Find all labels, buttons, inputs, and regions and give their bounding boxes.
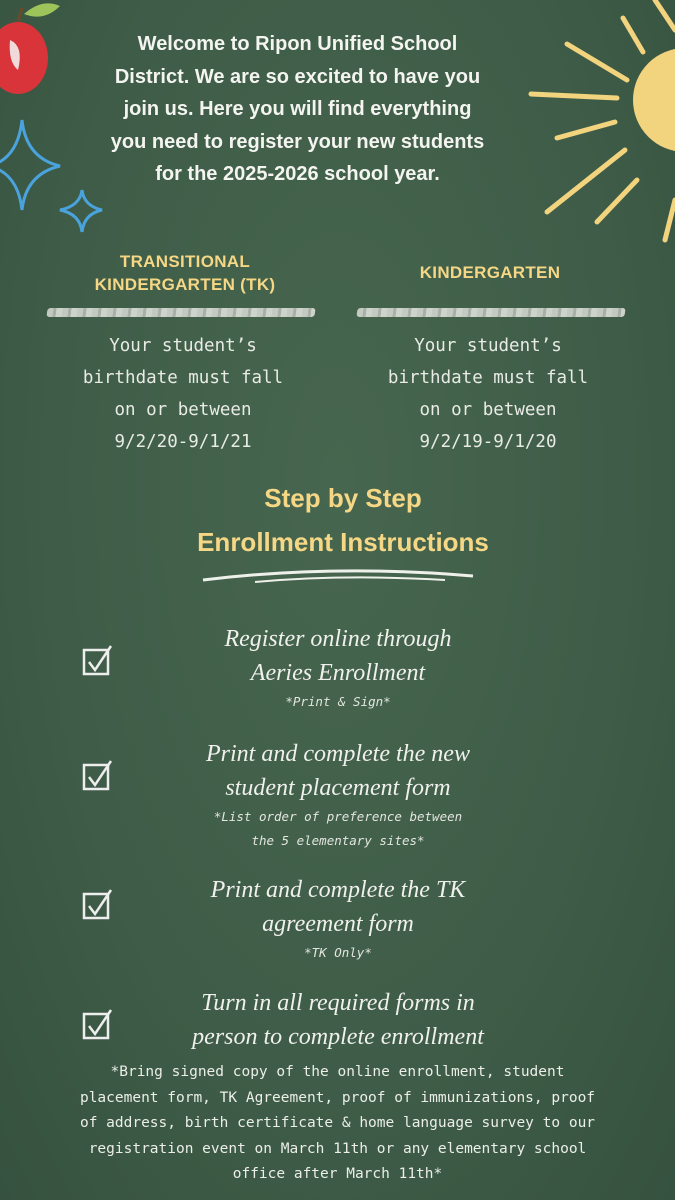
welcome-message bbox=[40, 28, 555, 191]
checkbox-checked-icon bbox=[82, 759, 114, 791]
step-line: Register online through bbox=[224, 626, 452, 652]
final-note-line: registration event on March 11th or any elementary school bbox=[88, 1140, 587, 1157]
kindergarten-heading: KINDERGARTEN bbox=[419, 263, 561, 282]
tk-line: Your student’s bbox=[109, 336, 257, 356]
k-line: Your student’s bbox=[414, 336, 562, 356]
tk-birthdate-range bbox=[33, 330, 333, 458]
step-note: *Print & Sign* bbox=[285, 694, 391, 709]
step-3 bbox=[140, 873, 536, 965]
final-note-line: office after March 11th* bbox=[232, 1166, 443, 1182]
checkbox-checked-icon bbox=[82, 644, 114, 676]
step-2 bbox=[140, 737, 536, 853]
instructions-title bbox=[60, 476, 626, 564]
step-line: Print and complete the new bbox=[206, 741, 470, 767]
step-line: person to complete enrollment bbox=[192, 1024, 484, 1050]
step-line: agreement form bbox=[262, 911, 414, 937]
final-note-line: placement form, TK Agreement, proof of immunizations, proof bbox=[79, 1089, 596, 1106]
step-line: Turn in all required forms in bbox=[201, 990, 475, 1016]
tk-line: birthdate must fall bbox=[82, 368, 284, 388]
welcome-line: District. We are so excited to have you bbox=[114, 65, 481, 88]
tk-heading bbox=[35, 250, 335, 296]
tk-line: on or between bbox=[114, 400, 252, 420]
step-note: *TK Only* bbox=[304, 945, 372, 960]
step-note: the 5 elementary sites* bbox=[251, 833, 425, 848]
checkbox-checked-icon bbox=[82, 888, 114, 920]
welcome-line: Welcome to Ripon Unified School bbox=[137, 33, 458, 55]
step-4 bbox=[140, 986, 536, 1054]
checkbox-checked-icon bbox=[82, 1008, 114, 1040]
title-line: Enrollment Instructions bbox=[197, 527, 489, 557]
chalk-divider bbox=[46, 308, 315, 317]
step-note: *List order of preference between bbox=[213, 809, 463, 824]
k-line: 9/2/19-9/1/20 bbox=[419, 432, 557, 452]
k-line: birthdate must fall bbox=[387, 368, 589, 388]
step-1 bbox=[140, 622, 536, 714]
final-note-line: *Bring signed copy of the online enrollment, student bbox=[110, 1064, 565, 1080]
kindergarten-birthdate-range bbox=[338, 330, 638, 458]
tk-line: 9/2/20-9/1/21 bbox=[114, 432, 252, 452]
final-note bbox=[30, 1060, 645, 1188]
step-line: Aeries Enrollment bbox=[250, 660, 426, 686]
tk-heading-line: KINDERGARTEN (TK) bbox=[94, 275, 276, 294]
k-line: on or between bbox=[419, 400, 557, 420]
title-line: Step by Step bbox=[264, 483, 422, 513]
welcome-line: join us. Here you will find everything bbox=[123, 98, 472, 120]
swoosh-underline bbox=[195, 566, 480, 586]
chalk-divider bbox=[356, 308, 625, 317]
step-line: Print and complete the TK bbox=[210, 877, 466, 903]
final-note-line: of address, birth certificate & home language survey to our bbox=[79, 1115, 596, 1131]
welcome-line: for the 2025-2026 school year. bbox=[155, 163, 440, 185]
welcome-line: you need to register your new students bbox=[110, 130, 485, 153]
tk-heading-line: TRANSITIONAL bbox=[119, 252, 251, 271]
step-line: student placement form bbox=[225, 775, 451, 801]
